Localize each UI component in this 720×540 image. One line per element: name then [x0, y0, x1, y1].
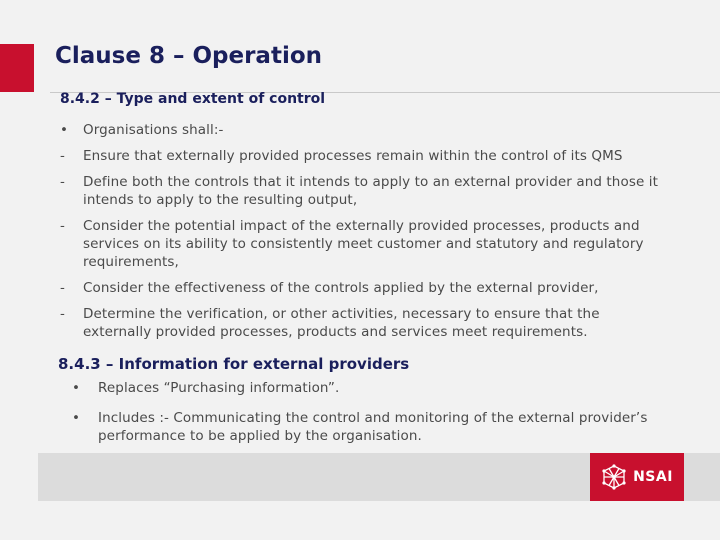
section-heading-842: 8.4.2 – Type and extent of control	[60, 91, 326, 107]
bullet-marker: •	[72, 410, 81, 426]
dash-marker: -	[60, 148, 65, 164]
title-accent-bar	[0, 44, 34, 92]
list-item	[60, 173, 670, 209]
list-item-text: Define both the controls that it intends to apply to an external provider and those it intends to apply to the resulting output,	[83, 174, 658, 208]
list-item-text: Determine the verification, or other activities, necessary to ensure that the externally provided processes, products and services meet requirements.	[83, 306, 600, 340]
list-item-text: Ensure that externally provided processes remain within the control of its QMS	[83, 148, 623, 164]
nsai-logo	[590, 453, 684, 501]
nsai-emblem-icon	[601, 464, 627, 490]
list-item	[60, 305, 670, 341]
list-item-text: Includes :- Communicating the control and monitoring of the external provider’s performance to be applied by the organisation.	[98, 410, 648, 444]
list-item	[60, 217, 670, 271]
slide-title: Clause 8 – Operation	[55, 43, 323, 69]
list-item	[60, 121, 700, 139]
section-heading-843: 8.4.3 – Information for external providers	[58, 355, 410, 373]
list-item-text: Consider the potential impact of the externally provided processes, products and services on its ability to consistently meet customer and statutory and regulatory requirements,	[83, 218, 644, 270]
list-item	[72, 409, 672, 445]
list-item-text: Replaces “Purchasing information”.	[98, 380, 340, 396]
dash-marker: -	[60, 218, 65, 234]
logo-text: NSAI	[633, 469, 673, 485]
list-item-text: Organisations shall:-	[83, 122, 224, 138]
list-item-text: Consider the effectiveness of the controls applied by the external provider,	[83, 280, 599, 296]
list-item	[60, 279, 700, 297]
bullet-marker: •	[60, 122, 69, 138]
list-item	[72, 379, 672, 397]
bullet-marker: •	[72, 380, 81, 396]
dash-marker: -	[60, 306, 65, 322]
dash-marker: -	[60, 280, 65, 296]
dash-marker: -	[60, 174, 65, 190]
list-item	[60, 147, 700, 165]
